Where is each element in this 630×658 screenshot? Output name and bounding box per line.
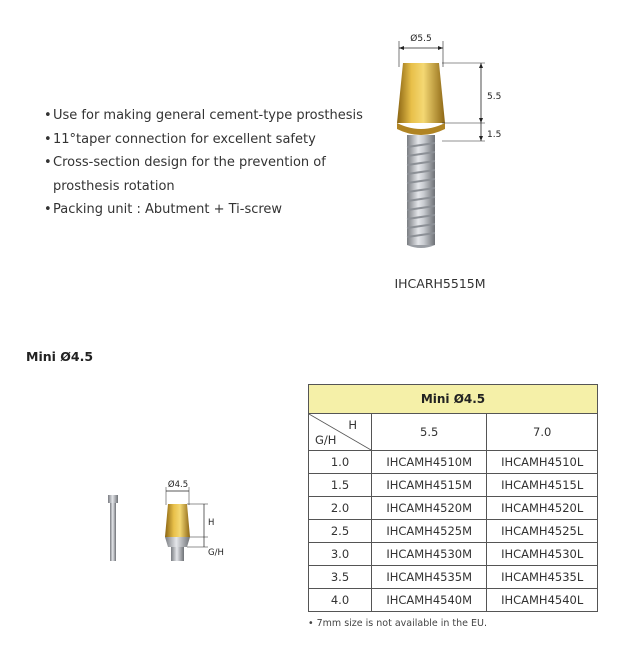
- corner-gh-label: G/H: [315, 433, 337, 447]
- column-header: 7.0: [487, 414, 598, 451]
- table-row: [309, 451, 598, 474]
- code-cell: IHCAMH4525L: [487, 520, 598, 543]
- table-row: [309, 474, 598, 497]
- gh-cell: 1.0: [309, 451, 372, 474]
- gh-cell: 3.0: [309, 543, 372, 566]
- feature-text: Packing unit : Abutment + Ti-screw: [53, 202, 283, 217]
- code-cell: IHCAMH4535L: [487, 566, 598, 589]
- gh-cell: 3.5: [309, 566, 372, 589]
- code-cell: IHCAMH4530L: [487, 543, 598, 566]
- feature-text: 11°taper connection for excellent safety: [53, 131, 316, 147]
- code-cell: IHCAMH4515M: [372, 474, 487, 497]
- code-cell: IHCAMH4510L: [487, 451, 598, 474]
- footnote: • 7mm size is not available in the EU.: [308, 618, 487, 629]
- small-diameter-label: Ø4.5: [167, 480, 189, 490]
- gingival-height-label: 1.5: [487, 130, 502, 140]
- diameter-label: Ø5.5: [410, 34, 432, 44]
- h-label: H: [208, 518, 215, 528]
- code-cell: IHCAMH4540L: [487, 589, 598, 612]
- table-row: [309, 497, 598, 520]
- product-code-caption: IHCARH5515M: [394, 276, 486, 291]
- code-cell: IHCAMH4525M: [372, 520, 487, 543]
- table-row: [309, 589, 598, 612]
- feature-text: Cross-section design for the prevention of: [53, 155, 326, 170]
- abutment-illustration-large: [380, 25, 520, 265]
- feature-item: • Packing unit : Abutment + Ti-screw: [44, 198, 363, 222]
- feature-item-continued: [44, 175, 363, 199]
- feature-item: • Use for making general cement-type prosthesis: [44, 104, 363, 128]
- table-row: [309, 543, 598, 566]
- corner-h-label: H: [348, 418, 357, 432]
- table-title: Mini Ø4.5: [309, 385, 598, 414]
- code-cell: IHCAMH4520L: [487, 497, 598, 520]
- column-header: 5.5: [372, 414, 487, 451]
- feature-item: • 11°taper connection for excellent safety: [44, 128, 363, 152]
- feature-text: Use for making general cement-type prosthesis: [53, 108, 363, 123]
- height-label: 5.5: [487, 92, 502, 102]
- section-title: Mini Ø4.5: [26, 349, 94, 364]
- code-cell: IHCAMH4530M: [372, 543, 487, 566]
- gh-cell: 2.0: [309, 497, 372, 520]
- gh-cell: 2.5: [309, 520, 372, 543]
- gh-cell: 1.5: [309, 474, 372, 497]
- code-cell: IHCAMH4540M: [372, 589, 487, 612]
- code-cell: IHCAMH4520M: [372, 497, 487, 520]
- table-row: [309, 520, 598, 543]
- gh-label: G/H: [208, 548, 224, 558]
- screw-shaft-icon: [110, 503, 116, 561]
- feature-text: prosthesis rotation: [53, 178, 175, 194]
- feature-item: • Cross-section design for the prevention of: [44, 151, 363, 175]
- code-cell: IHCAMH4535M: [372, 566, 487, 589]
- table-row: [309, 566, 598, 589]
- code-cell: IHCAMH4510M: [372, 451, 487, 474]
- table-corner-header: [309, 414, 372, 451]
- code-cell: IHCAMH4515L: [487, 474, 598, 497]
- screw-head-icon: [108, 495, 118, 503]
- feature-list: [44, 104, 363, 222]
- gh-cell: 4.0: [309, 589, 372, 612]
- abutment-illustration-small: [96, 475, 246, 575]
- spec-table: [308, 384, 598, 612]
